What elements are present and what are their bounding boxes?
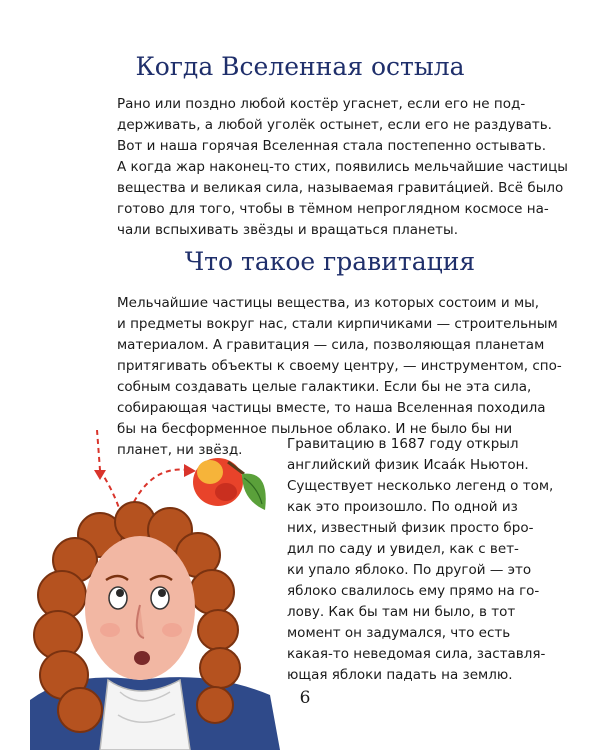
text-line: какая-то неведомая сила, заставля-: [287, 646, 546, 662]
text-line: собным создавать целые галактики. Если бы не эта сила,: [117, 379, 532, 395]
text-line: материалом. А гравитация — сила, позволяющая планетам: [117, 337, 545, 353]
text-line: и предметы вокруг нас, стали кирпичиками — строительным: [117, 316, 558, 332]
page-number: 6: [299, 688, 311, 708]
paragraph-newton: [287, 434, 570, 686]
text-line: бы на бесформенное пыльное облако. И не было бы ни: [117, 421, 513, 437]
text-line: притягивать объекты к своему центру, — инструментом, спо-: [117, 358, 562, 374]
section-heading-cooling: Когда Вселенная остыла: [135, 52, 465, 81]
text-line: Существует несколько легенд о том,: [287, 478, 554, 494]
text-line: момент он задумался, что есть: [287, 625, 511, 641]
text-line: А когда жар наконец-то стих, появились мельчайшие частицы: [117, 159, 568, 175]
cravat: [100, 680, 190, 750]
paragraph-cooling: [117, 94, 570, 241]
text-line: лову. Как бы там ни было, в тот: [287, 604, 516, 620]
text-line: Вот и наша горячая Вселенная стала постепенно остывать.: [117, 138, 547, 154]
text-line: вещества и великая сила, называемая гравитáцией. Всё было: [117, 180, 564, 196]
text-line: них, известный физик просто бро-: [287, 520, 534, 536]
newton-face: [85, 536, 195, 680]
text-line: ки упало яблоко. По другой — это: [287, 562, 532, 578]
text-line: Гравитацию в 1687 году открыл: [287, 436, 519, 452]
text-line: планет, ни звёзд.: [117, 442, 243, 458]
text-line: Мельчайшие частицы вещества, из которых состоим и мы,: [117, 295, 540, 311]
text-line: дил по саду и увидел, как с вет-: [287, 541, 519, 557]
text-line: собирающая частицы вместе, то наша Вселенная походила: [117, 400, 546, 416]
text-line: английский физик Исаáк Ньютон.: [287, 457, 529, 473]
text-line: держивать, а любой уголёк остынет, если его не раздувать.: [117, 117, 552, 133]
text-line: яблоко свалилось ему прямо на го-: [287, 583, 540, 599]
text-line: Рано или поздно любой костёр угаснет, если его не под-: [117, 96, 526, 112]
text-line: готово для того, чтобы в тёмном непроглядном космосе на-: [117, 201, 549, 217]
text-line: ющая яблоки падать на землю.: [287, 667, 513, 683]
section-heading-gravity: Что такое гравитация: [184, 247, 476, 276]
text-line: как это произошло. По одной из: [287, 499, 518, 515]
apple-icon: [193, 458, 266, 510]
text-line: чали вспыхивать звёзды и вращаться планеты.: [117, 222, 458, 238]
newton-illustration: [30, 430, 300, 750]
